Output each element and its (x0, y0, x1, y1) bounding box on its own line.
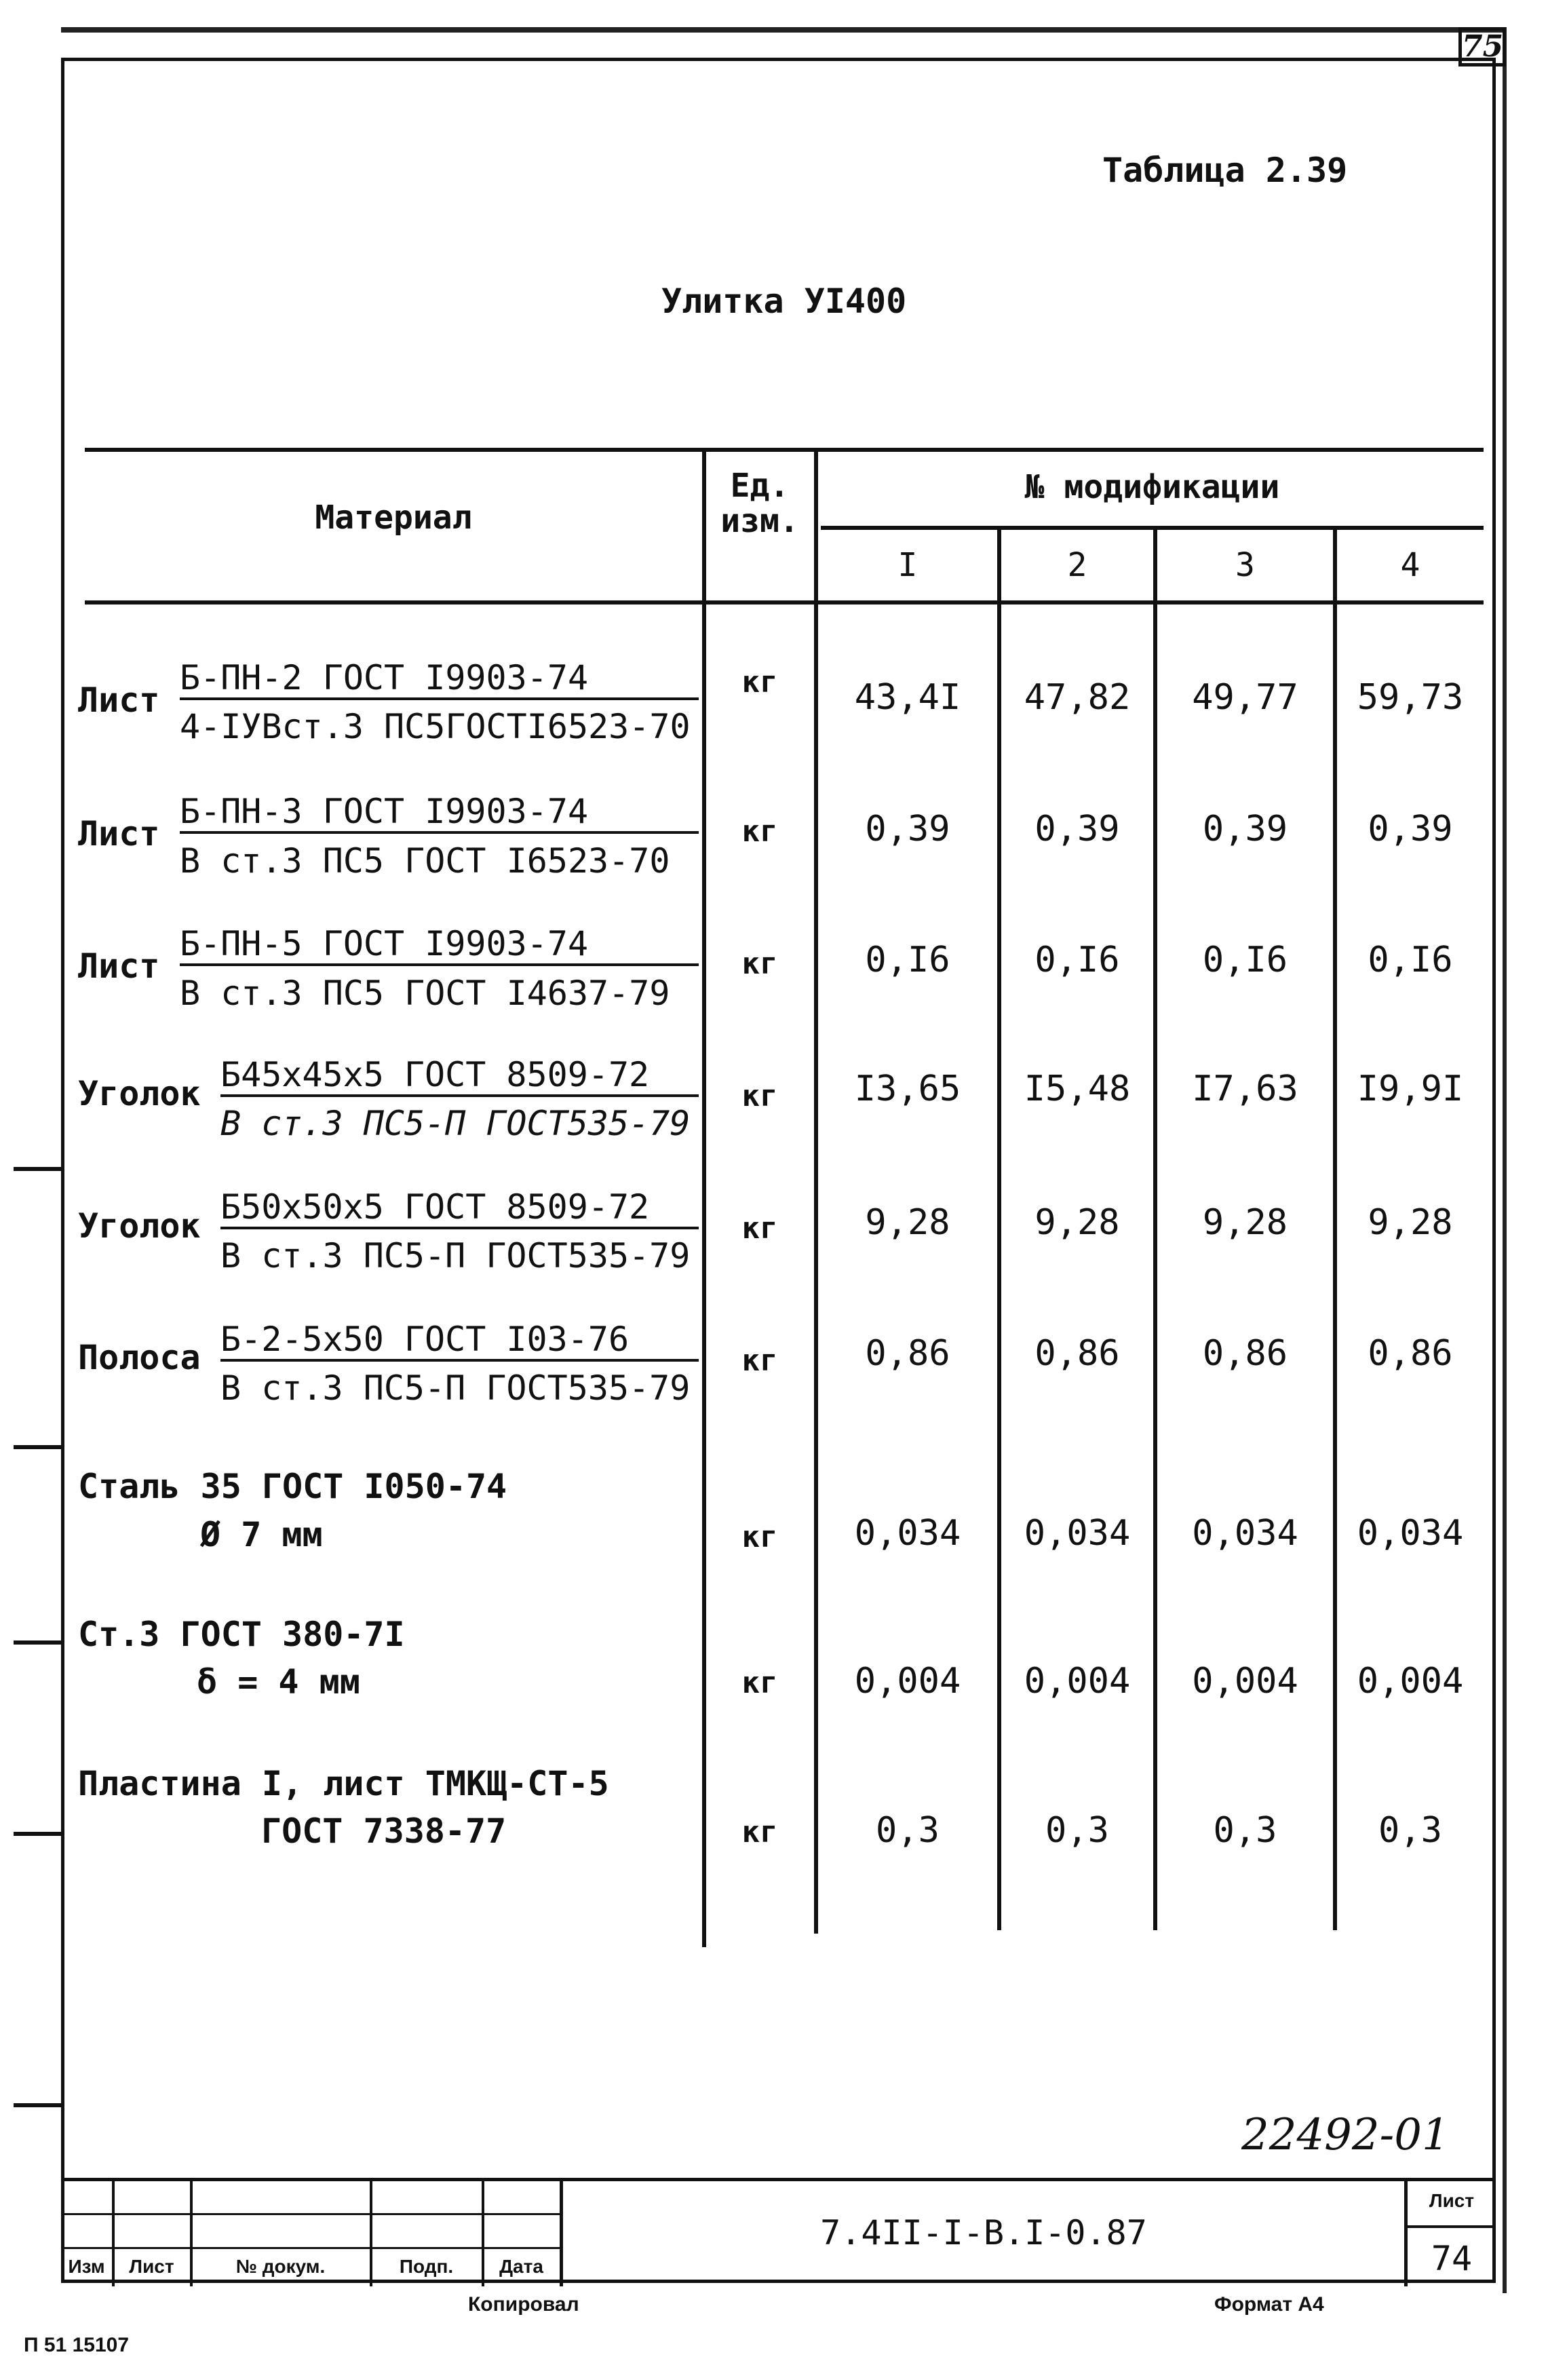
row-4-line1: Б45х45х5 ГОСТ 8509-72 (220, 1055, 699, 1097)
row-1-mod-4: 59,73 (1357, 677, 1464, 718)
row-3-line1: Б-ПН-5 ГОСТ I9903-74 (180, 924, 699, 966)
stamp-sheet-number: 74 (1431, 2239, 1473, 2278)
row-2-mod-4: 0,39 (1368, 809, 1453, 849)
row-9-mod-2: 0,3 (1045, 1810, 1109, 1851)
header-unit-line1: Ед. (730, 467, 790, 505)
row-3-line2: В ст.3 ПС5 ГОСТ I4637-79 (180, 974, 670, 1013)
modification-sub-rule (821, 526, 1484, 530)
row-5-line1: Б50х50х5 ГОСТ 8509-72 (220, 1187, 699, 1229)
row-2-mod-1: 0,39 (865, 809, 950, 849)
row-6-mod-2: 0,86 (1034, 1333, 1120, 1374)
row-6-line1: Б-2-5х50 ГОСТ I03-76 (220, 1320, 699, 1362)
row-2-prefix: Лист (78, 814, 160, 853)
row-9-mod-4: 0,3 (1378, 1810, 1442, 1851)
row-3-mod-4: 0,I6 (1368, 940, 1453, 980)
row-8-mod-2: 0,004 (1024, 1661, 1131, 1702)
stamp-document-code: 7.4II-I-В.I-0.87 (820, 2213, 1147, 2252)
row-6-prefix: Полоса (78, 1338, 201, 1377)
header-unit-line2: изм. (720, 502, 799, 540)
row-5-prefix: Уголок (78, 1206, 201, 1246)
stamp-label-date: Дата (499, 2256, 543, 2277)
row-2-line1: Б-ПН-3 ГОСТ I9903-74 (180, 792, 699, 834)
row-1-mod-1: 43,4I (854, 677, 961, 718)
header-unit (705, 468, 814, 539)
row-3-unit: кг (741, 946, 778, 981)
row-2-line2: В ст.3 ПС5 ГОСТ I6523-70 (180, 841, 670, 881)
footer-left-code: П 51 15107 (24, 2334, 130, 2356)
row-5-mod-4: 9,28 (1368, 1202, 1453, 1243)
row-5-unit: кг (741, 1211, 778, 1246)
row-2-mod-2: 0,39 (1034, 809, 1120, 849)
footer-copied: Копировал (468, 2293, 579, 2316)
row-1-line2: 4-IУВст.3 ПС5ГОСТI6523-70 (180, 707, 691, 746)
table-top-rule (85, 448, 1484, 452)
stamp-label-list: Лист (129, 2256, 174, 2277)
margin-tick (14, 1640, 62, 1645)
stamp-label-signature: Подп. (399, 2256, 454, 2277)
handwritten-inventory-number: 22492-01 (1241, 2110, 1450, 2160)
row-9-line2: ГОСТ 7338-77 (261, 1811, 507, 1851)
row-4-mod-2: I5,48 (1024, 1069, 1131, 1109)
page-frame (61, 58, 1496, 2283)
row-4-unit: кг (741, 1079, 778, 1113)
row-4-mod-4: I9,9I (1357, 1069, 1464, 1109)
row-6-mod-4: 0,86 (1368, 1333, 1453, 1374)
header-mod-3: 3 (1235, 546, 1255, 584)
margin-tick (14, 1832, 62, 1836)
stamp-label-doc-number: № докум. (235, 2256, 326, 2277)
row-8-line2: δ = 4 мм (197, 1662, 360, 1702)
row-2-unit: кг (741, 814, 778, 849)
margin-tick (14, 1167, 62, 1171)
header-mod-1: I (897, 546, 918, 584)
stamp-grid-row (61, 2213, 560, 2215)
stamp-sheet-label: Лист (1429, 2190, 1475, 2211)
row-3-prefix: Лист (78, 946, 160, 986)
row-1-line1: Б-ПН-2 ГОСТ I9903-74 (180, 658, 699, 700)
page-frame-right-edge (1489, 27, 1507, 2293)
margin-tick (14, 1445, 62, 1449)
row-7-mod-2: 0,034 (1024, 1513, 1131, 1554)
row-9-mod-3: 0,3 (1213, 1810, 1277, 1851)
header-material: Материал (315, 499, 472, 537)
row-6-unit: кг (741, 1343, 778, 1378)
top-border-line (61, 27, 1506, 33)
row-7-unit: кг (741, 1520, 778, 1554)
row-1-prefix: Лист (78, 680, 160, 720)
stamp-label-izm: Изм (68, 2256, 105, 2277)
row-5-mod-1: 9,28 (865, 1202, 950, 1243)
row-3-mod-2: 0,I6 (1034, 940, 1120, 980)
row-1-mod-2: 47,82 (1024, 677, 1131, 718)
row-9-unit: кг (741, 1815, 778, 1849)
stamp-sheet-rule (1404, 2225, 1496, 2228)
margin-tick (14, 2103, 62, 2107)
table-label: Таблица 2.39 (1102, 151, 1348, 190)
header-bottom-rule (85, 600, 1484, 604)
table-title: Улитка УI400 (661, 282, 907, 321)
stamp-grid-row (61, 2247, 560, 2249)
row-7-mod-1: 0,034 (854, 1513, 961, 1554)
row-4-line2: В ст.3 ПС5-П ГОСТ535-79 (220, 1104, 691, 1143)
row-1-unit: кг (741, 665, 778, 699)
header-modification: № модификации (1024, 468, 1280, 506)
footer-format: Формат А4 (1214, 2293, 1324, 2316)
row-7-line2: Ø 7 мм (200, 1515, 323, 1554)
row-7-mod-3: 0,034 (1192, 1513, 1298, 1554)
stamp-top-rule (61, 2178, 1496, 2181)
row-7-line1: Сталь 35 ГОСТ I050-74 (78, 1467, 507, 1506)
row-5-mod-3: 9,28 (1202, 1202, 1288, 1243)
row-9-line1: Пластина I, лист ТМКЩ-СТ-5 (78, 1764, 609, 1803)
row-7-mod-4: 0,034 (1357, 1513, 1464, 1554)
row-3-mod-3: 0,I6 (1202, 940, 1288, 980)
row-8-unit: кг (741, 1666, 778, 1700)
row-5-line2: В ст.3 ПС5-П ГОСТ535-79 (220, 1236, 691, 1275)
row-8-mod-1: 0,004 (854, 1661, 961, 1702)
row-4-mod-1: I3,65 (854, 1069, 961, 1109)
row-6-mod-3: 0,86 (1202, 1333, 1288, 1374)
row-6-mod-1: 0,86 (865, 1333, 950, 1374)
header-mod-2: 2 (1067, 546, 1087, 584)
row-8-mod-4: 0,004 (1357, 1661, 1464, 1702)
row-4-prefix: Уголок (78, 1074, 201, 1113)
row-5-mod-2: 9,28 (1034, 1202, 1120, 1243)
corner-page-number: 75 (1458, 27, 1506, 66)
row-8-mod-3: 0,004 (1192, 1661, 1298, 1702)
row-4-mod-3: I7,63 (1192, 1069, 1298, 1109)
row-9-mod-1: 0,3 (876, 1810, 940, 1851)
row-6-line2: В ст.3 ПС5-П ГОСТ535-79 (220, 1368, 691, 1408)
row-3-mod-1: 0,I6 (865, 940, 950, 980)
row-2-mod-3: 0,39 (1202, 809, 1288, 849)
row-1-mod-3: 49,77 (1192, 677, 1298, 718)
header-mod-4: 4 (1400, 546, 1420, 584)
row-8-line1: Ст.3 ГОСТ 380-7I (78, 1615, 405, 1654)
